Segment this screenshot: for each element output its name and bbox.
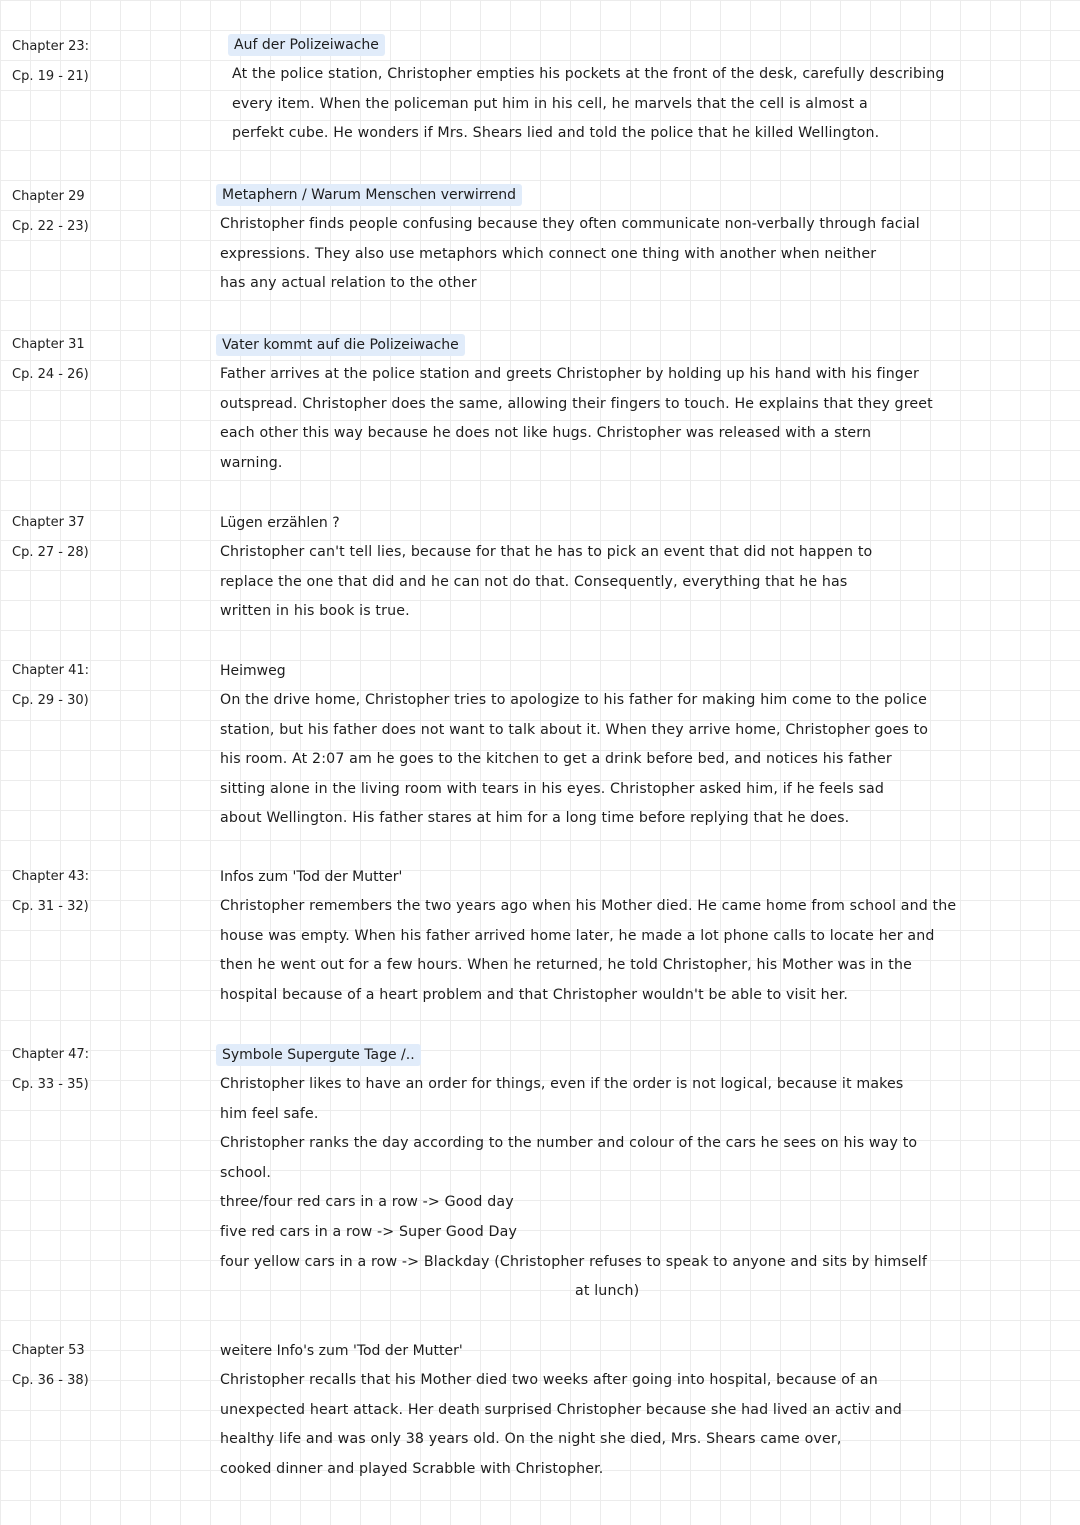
text-line: cooked dinner and played Scrabble with Christopher.: [220, 1460, 604, 1477]
text-line: each other this way because he does not like hugs. Christopher was released with a stern: [220, 425, 872, 442]
text-line: written in his book is true.: [220, 603, 410, 620]
text-line: him feel safe.: [220, 1105, 319, 1122]
note-text: [220, 1070, 1065, 1307]
note-text: [220, 210, 1065, 299]
text-line: At the police station, Christopher empties his pockets at the front of the desk, carefully describing: [232, 66, 945, 82]
chapter-number: Chapter 43:: [12, 869, 90, 884]
chapter-label: [12, 508, 202, 568]
note-heading: Heimweg: [220, 663, 286, 679]
text-line: five red cars in a row -> Super Good Day: [220, 1223, 518, 1240]
chapter-number: Chapter 47:: [12, 1047, 90, 1062]
text-line: Christopher finds people confusing because they often communicate non-verbally through facial: [220, 216, 920, 232]
note-content: [220, 656, 1065, 834]
note-text: [220, 538, 1065, 627]
text-line: three/four red cars in a row -> Good day: [220, 1194, 514, 1211]
text-line: On the drive home, Christopher tries to apologize to his father for making him come to the police: [220, 692, 927, 708]
text-line: Christopher can't tell lies, because for that he has to pick an event that did not happen to: [220, 544, 873, 560]
text-line: school.: [220, 1164, 272, 1181]
note-heading: Lügen erzählen ?: [220, 515, 340, 531]
chapter-pages: Cp. 33 - 35): [12, 1077, 89, 1092]
text-line: warning.: [220, 454, 283, 471]
note-text: [220, 892, 1065, 1010]
chapter-label: [12, 862, 202, 922]
text-line: station, but his father does not want to talk about it. When they arrive home, Christopher goes to: [220, 721, 929, 738]
text-line: Christopher recalls that his Mother died two weeks after going into hospital, because of an: [220, 1372, 878, 1388]
note-content: [220, 508, 1065, 627]
chapter-label: [12, 656, 202, 716]
chapter-label: [12, 182, 202, 242]
chapter-pages: Cp. 22 - 23): [12, 219, 89, 234]
note-content: [220, 862, 1065, 1010]
text-line: about Wellington. His father stares at him for a long time before replying that he does.: [220, 810, 850, 827]
text-line: then he went out for a few hours. When he returned, he told Christopher, his Mother was in the: [220, 957, 912, 974]
chapter-number: Chapter 29: [12, 189, 85, 204]
text-line: every item. When the policeman put him in his cell, he marvels that the cell is almost a: [232, 95, 868, 112]
note-heading: Metaphern / Warum Menschen verwirrend: [216, 184, 522, 206]
chapter-number: Chapter 53: [12, 1343, 85, 1358]
text-line: outspread. Christopher does the same, allowing their fingers to touch. He explains that they greet: [220, 395, 933, 412]
chapter-label: [12, 32, 202, 92]
text-line: sitting alone in the living room with tears in his eyes. Christopher asked him, if he feels sad: [220, 780, 885, 797]
chapter-label: [12, 1336, 202, 1396]
note-content: [220, 1040, 1065, 1307]
chapter-pages: Cp. 31 - 32): [12, 899, 89, 914]
chapter-label: [12, 330, 202, 390]
note-heading: Symbole Supergute Tage /..: [216, 1044, 421, 1066]
text-line: perfekt cube. He wonders if Mrs. Shears lied and told the police that he killed Wellington.: [232, 125, 880, 142]
note-content: [220, 180, 1065, 299]
text-line: at lunch): [575, 1283, 640, 1300]
note-heading: Infos zum 'Tod der Mutter': [220, 869, 403, 885]
chapter-number: Chapter 31: [12, 337, 85, 352]
chapter-number: Chapter 23:: [12, 39, 90, 54]
text-line: Father arrives at the police station and greets Christopher by holding up his hand with his finger: [220, 366, 919, 382]
text-line: unexpected heart attack. Her death surprised Christopher because she had lived an activ and: [220, 1401, 902, 1418]
note-content: [220, 30, 1065, 149]
text-line: house was empty. When his father arrived home later, he made a lot phone calls to locate her and: [220, 927, 935, 944]
chapter-number: Chapter 37: [12, 515, 85, 530]
text-line: replace the one that did and he can not do that. Consequently, everything that he has: [220, 573, 848, 590]
text-line: four yellow cars in a row -> Blackday (Christopher refuses to speak to anyone and sits by himself: [220, 1253, 927, 1270]
note-heading: weitere Info's zum 'Tod der Mutter': [220, 1343, 463, 1359]
text-line: hospital because of a heart problem and that Christopher wouldn't be able to visit her.: [220, 986, 849, 1003]
note-heading: Vater kommt auf die Polizeiwache: [216, 334, 465, 356]
note-text: [220, 686, 1065, 834]
text-line: his room. At 2:07 am he goes to the kitchen to get a drink before bed, and notices his father: [220, 751, 892, 768]
note-text: [220, 60, 1065, 149]
text-line: Christopher remembers the two years ago when his Mother died. He came home from school and the: [220, 898, 957, 914]
text-line: Christopher likes to have an order for things, even if the order is not logical, because it makes: [220, 1076, 904, 1092]
note-heading: Auf der Polizeiwache: [228, 34, 385, 56]
text-line: has any actual relation to the other: [220, 275, 477, 292]
note-content: [220, 330, 1065, 478]
text-line: expressions. They also use metaphors which connect one thing with another when neither: [220, 245, 877, 262]
text-line: Christopher ranks the day according to the number and colour of the cars he sees on his way to: [220, 1135, 918, 1152]
chapter-pages: Cp. 27 - 28): [12, 545, 89, 560]
note-text: [220, 1366, 1065, 1484]
text-line: healthy life and was only 38 years old. On the night she died, Mrs. Shears came over,: [220, 1431, 842, 1448]
chapter-pages: Cp. 24 - 26): [12, 367, 89, 382]
note-text: [220, 360, 1065, 478]
chapter-number: Chapter 41:: [12, 663, 90, 678]
note-content: [220, 1336, 1065, 1484]
chapter-pages: Cp. 36 - 38): [12, 1373, 89, 1388]
chapter-label: [12, 1040, 202, 1100]
chapter-pages: Cp. 19 - 21): [12, 69, 89, 84]
chapter-pages: Cp. 29 - 30): [12, 693, 89, 708]
